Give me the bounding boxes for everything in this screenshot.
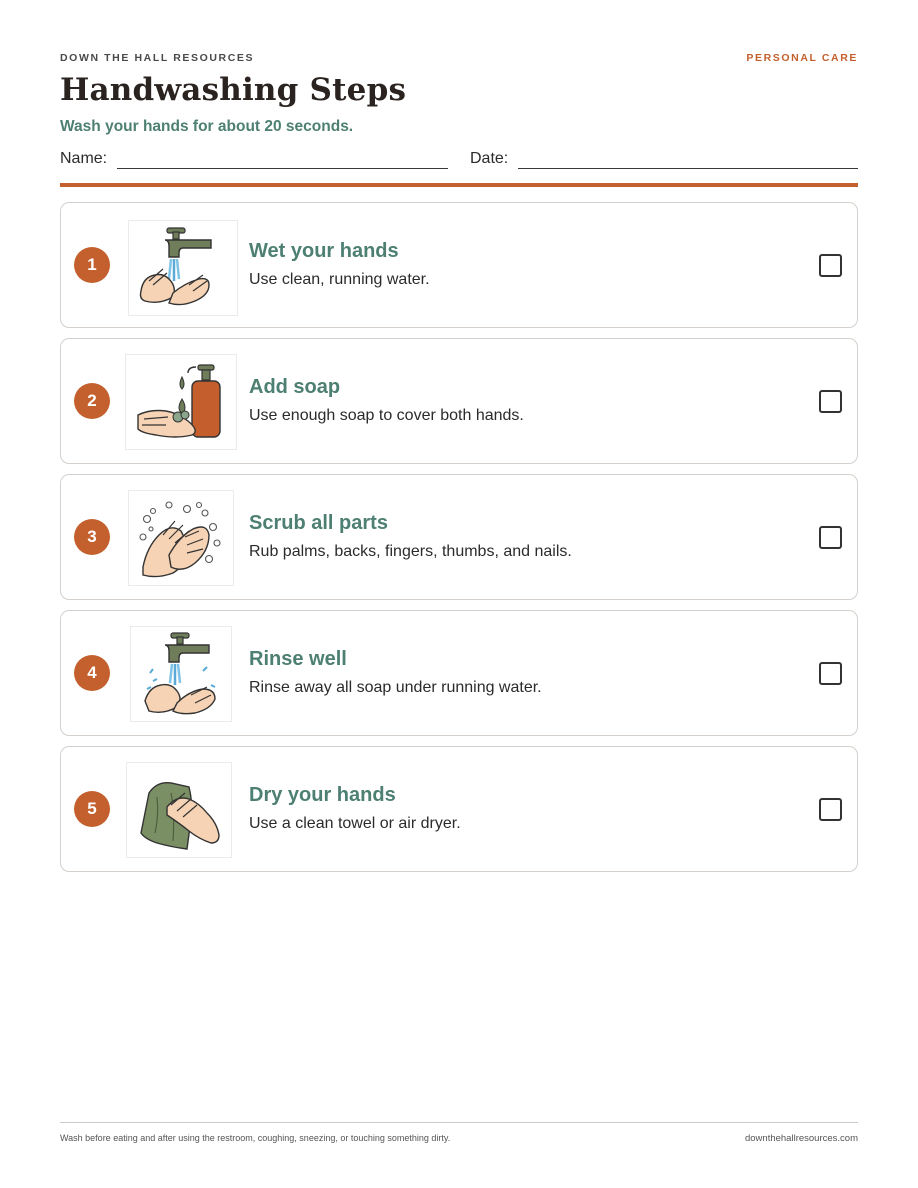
towel-dry-icon <box>126 762 232 858</box>
step-number-badge: 1 <box>74 247 110 283</box>
step-number-badge: 5 <box>74 791 110 827</box>
step-title: Add soap <box>249 376 341 398</box>
name-date-fields <box>60 148 858 172</box>
step-description: Use a clean towel or air dryer. <box>249 815 461 832</box>
step-checkbox[interactable] <box>819 798 842 821</box>
step-checkbox[interactable] <box>819 526 842 549</box>
step-checkbox[interactable] <box>819 254 842 277</box>
step-card <box>60 474 858 600</box>
step-number-badge: 3 <box>74 519 110 555</box>
step-card <box>60 610 858 736</box>
step-number-badge: 2 <box>74 383 110 419</box>
rinse-hands-icon <box>130 626 232 722</box>
scrubbing-hands-icon <box>128 490 234 586</box>
footer-divider <box>60 1122 858 1123</box>
top-line <box>60 52 858 66</box>
step-title: Rinse well <box>249 648 347 670</box>
step-checkbox[interactable] <box>819 390 842 413</box>
step-description: Use clean, running water. <box>249 271 430 288</box>
category-label: PERSONAL CARE <box>746 52 858 64</box>
footer-website: downthehallresources.com <box>744 1133 858 1144</box>
step-card <box>60 746 858 872</box>
worksheet-page <box>60 0 858 1188</box>
step-checkbox[interactable] <box>819 662 842 685</box>
step-description: Rinse away all soap under running water. <box>249 679 542 696</box>
step-number-badge: 4 <box>74 655 110 691</box>
step-description: Rub palms, backs, fingers, thumbs, and nails. <box>249 543 572 560</box>
soap-pump-icon <box>125 354 237 450</box>
page-subtitle: Wash your hands for about 20 seconds. <box>60 118 354 135</box>
step-title: Wet your hands <box>249 240 399 262</box>
step-title: Scrub all parts <box>249 512 388 534</box>
brand-name: DOWN THE HALL RESOURCES <box>60 52 255 64</box>
faucet-wet-hands-icon <box>128 220 238 316</box>
step-card <box>60 202 858 328</box>
name-label: Name: <box>60 150 108 167</box>
name-write-line[interactable] <box>117 168 448 169</box>
date-write-line[interactable] <box>518 168 858 169</box>
header-divider <box>60 183 858 187</box>
footer-note: Wash before eating and after using the restroom, coughing, sneezing, or touching something dirty. <box>60 1133 451 1143</box>
page-title: Handwashing Steps <box>60 72 407 108</box>
step-description: Use enough soap to cover both hands. <box>249 407 524 424</box>
date-label: Date: <box>470 150 509 167</box>
step-title: Dry your hands <box>249 784 396 806</box>
step-card <box>60 338 858 464</box>
